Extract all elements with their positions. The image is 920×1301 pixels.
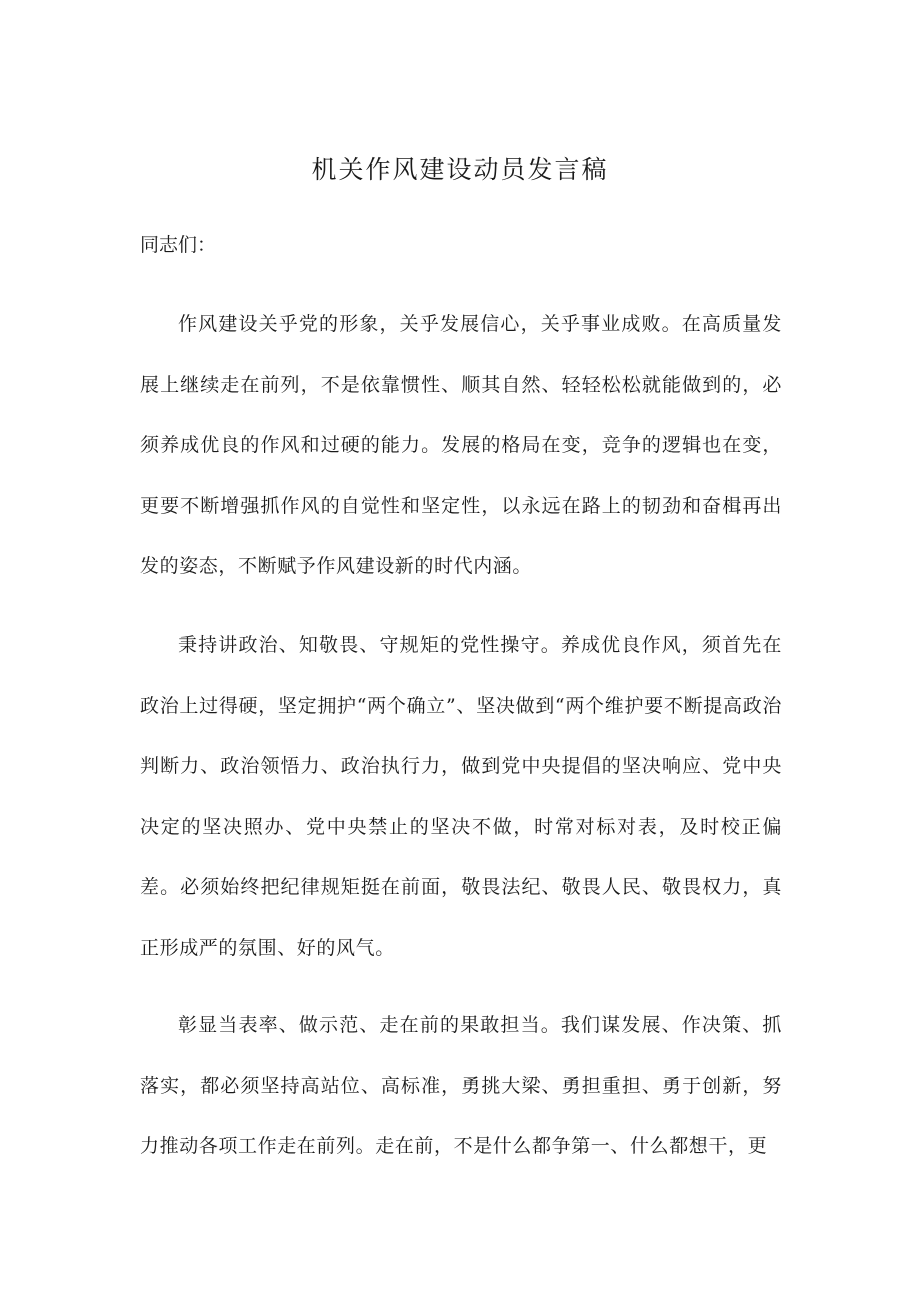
paragraph-2: 秉持讲政治、知敬畏、守规矩的党性操守。养成优良作风，须首先在政治上过得硬，坚定拥护“两个确立”、坚决做到“两个维护要不断提高政治判断力、政治领悟力、政治执行力，做到党中央提倡的坚决响应、党中央决定的坚决照办、党中央禁止的坚决不做，时常对标对表，及时校正偏差。必须始终把纪律规矩挺在前面，敬畏法纪、敬畏人民、敬畏权力，真正形成严的氛围、好的风气。 <box>140 634 782 959</box>
paragraph-1: 作风建设关乎党的形象，关乎发展信心，关乎事业成败。在高质量发展上继续走在前列，不是依靠惯性、顺其自然、轻轻松松就能做到的，必须养成优良的作风和过硬的能力。发展的格局在变，竞争的逻辑也在变，更要不断增强抓作风的自觉性和坚定性，以永远在路上的韧劲和奋楫再出发的姿态，不断赋予作风建设新的时代内涵。 <box>140 313 782 577</box>
document-title: 机关作风建设动员发言稿 <box>311 155 609 184</box>
salutation: 同志们： <box>140 234 217 256</box>
paragraph-3: 彰显当表率、做示范、走在前的果敢担当。我们谋发展、作决策、抓落实，都必须坚持高站位、高标准，勇挑大梁、勇担重担、勇于创新，努力推动各项工作走在前列。走在前，不是什么都争第一、什么都想干，更 <box>140 1014 782 1157</box>
